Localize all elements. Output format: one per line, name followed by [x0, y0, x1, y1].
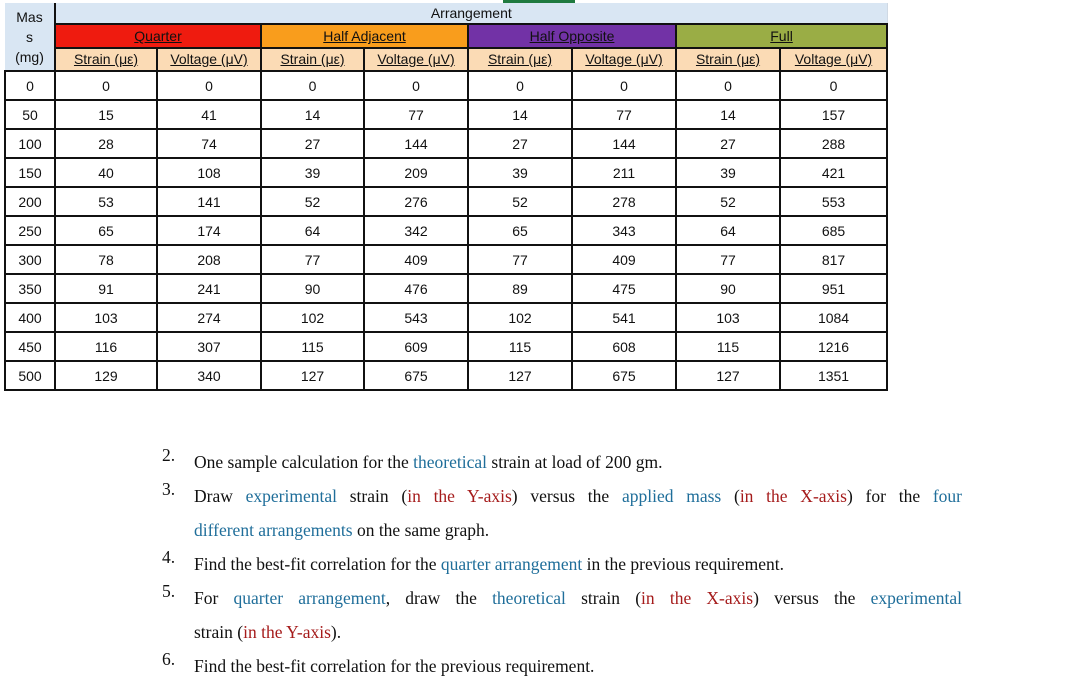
instruction-number: 4. — [162, 547, 176, 567]
table-row — [5, 187, 887, 216]
text-segment: in the previous requirement. — [582, 554, 784, 574]
table-row — [5, 274, 887, 303]
strain-cell: 115 — [468, 332, 572, 361]
table-row — [5, 216, 887, 245]
voltage-cell: 1351 — [780, 361, 887, 390]
text-segment: ( — [721, 486, 740, 506]
text-segment: Find the best-fit correlation for the — [194, 554, 441, 574]
strain-cell: 115 — [261, 332, 364, 361]
mass-column-header — [5, 3, 55, 71]
voltage-cell: 476 — [364, 274, 468, 303]
strain-column-header: Strain (με) — [468, 48, 572, 71]
text-segment: ) versus the — [511, 486, 622, 506]
instruction-line — [194, 547, 962, 581]
strain-cell: 64 — [676, 216, 780, 245]
voltage-cell: 241 — [157, 274, 261, 303]
strain-cell: 0 — [676, 71, 780, 100]
strain-cell: 77 — [261, 245, 364, 274]
strain-cell: 115 — [676, 332, 780, 361]
instruction-item — [162, 479, 962, 547]
voltage-cell: 208 — [157, 245, 261, 274]
text-segment: strain ( — [565, 588, 642, 608]
text-segment: strain ( — [194, 622, 244, 642]
instruction-item — [162, 581, 962, 649]
voltage-cell: 144 — [364, 129, 468, 158]
strain-cell: 89 — [468, 274, 572, 303]
group-header-half-adjacent: Half Adjacent — [261, 24, 468, 48]
voltage-cell: 174 — [157, 216, 261, 245]
instruction-line — [194, 513, 962, 547]
strain-cell: 0 — [55, 71, 157, 100]
strain-cell: 39 — [261, 158, 364, 187]
voltage-cell: 0 — [157, 71, 261, 100]
instruction-line — [194, 581, 962, 615]
voltage-cell: 288 — [780, 129, 887, 158]
voltage-cell: 817 — [780, 245, 887, 274]
strain-column-header: Strain (με) — [261, 48, 364, 71]
mass-cell: 50 — [5, 100, 55, 129]
strain-cell: 52 — [261, 187, 364, 216]
mass-cell: 150 — [5, 158, 55, 187]
strain-cell: 52 — [676, 187, 780, 216]
strain-cell: 102 — [468, 303, 572, 332]
instruction-number: 5. — [162, 581, 176, 601]
strain-cell: 14 — [261, 100, 364, 129]
voltage-cell: 541 — [572, 303, 676, 332]
strain-cell: 39 — [468, 158, 572, 187]
voltage-cell: 0 — [780, 71, 887, 100]
mass-cell: 500 — [5, 361, 55, 390]
strain-cell: 65 — [55, 216, 157, 245]
highlighted-text: quarter arrangement — [233, 588, 386, 608]
table-row — [5, 303, 887, 332]
voltage-cell: 342 — [364, 216, 468, 245]
highlighted-text: in the X-axis — [641, 588, 754, 608]
voltage-cell: 553 — [780, 187, 887, 216]
voltage-column-header: Voltage (μV) — [780, 48, 887, 71]
voltage-cell: 0 — [572, 71, 676, 100]
highlighted-text: four — [932, 486, 962, 506]
instruction-number: 6. — [162, 649, 176, 669]
voltage-cell: 685 — [780, 216, 887, 245]
strain-cell: 52 — [468, 187, 572, 216]
text-segment: strain at load of 200 gm. — [487, 452, 663, 472]
strain-cell: 14 — [676, 100, 780, 129]
strain-column-header: Strain (με) — [676, 48, 780, 71]
mass-header-line: Mas — [16, 8, 43, 25]
highlighted-text: different arrangements — [194, 520, 353, 540]
strain-cell: 15 — [55, 100, 157, 129]
table-row — [5, 100, 887, 129]
text-segment: Find the best-fit correlation for the previous requirement. — [194, 656, 595, 676]
strain-cell: 91 — [55, 274, 157, 303]
mass-cell: 350 — [5, 274, 55, 303]
highlighted-text: in the Y-axis — [407, 486, 512, 506]
text-segment: For — [194, 588, 234, 608]
voltage-column-header: Voltage (μV) — [364, 48, 468, 71]
voltage-cell: 276 — [364, 187, 468, 216]
highlighted-text: theoretical — [413, 452, 488, 472]
voltage-cell: 278 — [572, 187, 676, 216]
strain-cell: 77 — [676, 245, 780, 274]
voltage-cell: 141 — [157, 187, 261, 216]
text-segment: , draw the — [385, 588, 493, 608]
mass-cell: 300 — [5, 245, 55, 274]
instruction-item — [162, 547, 962, 581]
instruction-line — [194, 615, 962, 649]
voltage-cell: 609 — [364, 332, 468, 361]
group-header-full: Full — [676, 24, 887, 48]
voltage-cell: 543 — [364, 303, 468, 332]
table-row — [5, 361, 887, 390]
voltage-cell: 608 — [572, 332, 676, 361]
instruction-line — [194, 649, 962, 683]
highlighted-text: in the Y-axis — [243, 622, 331, 642]
voltage-cell: 307 — [157, 332, 261, 361]
highlighted-text: quarter arrangement — [440, 554, 583, 574]
voltage-column-header: Voltage (μV) — [572, 48, 676, 71]
mass-cell: 100 — [5, 129, 55, 158]
mass-cell: 400 — [5, 303, 55, 332]
strain-cell: 27 — [261, 129, 364, 158]
group-header-half-opposite: Half Opposite — [468, 24, 676, 48]
table-row — [5, 332, 887, 361]
voltage-cell: 421 — [780, 158, 887, 187]
voltage-cell: 675 — [572, 361, 676, 390]
voltage-cell: 475 — [572, 274, 676, 303]
strain-cell: 90 — [261, 274, 364, 303]
voltage-cell: 1084 — [780, 303, 887, 332]
strain-cell: 127 — [261, 361, 364, 390]
strain-cell: 53 — [55, 187, 157, 216]
mass-cell: 0 — [5, 71, 55, 100]
highlighted-text: experimental — [870, 588, 962, 608]
strain-cell: 0 — [261, 71, 364, 100]
voltage-cell: 0 — [364, 71, 468, 100]
voltage-cell: 77 — [572, 100, 676, 129]
text-segment: on the same graph. — [352, 520, 490, 540]
strain-voltage-table — [4, 3, 888, 391]
text-segment: ) for the — [846, 486, 933, 506]
strain-cell: 129 — [55, 361, 157, 390]
mass-header-line: (mg) — [15, 48, 44, 65]
highlighted-text: applied mass — [621, 486, 722, 506]
voltage-cell: 409 — [364, 245, 468, 274]
text-segment: strain ( — [336, 486, 408, 506]
strain-cell: 127 — [676, 361, 780, 390]
strain-cell: 103 — [55, 303, 157, 332]
instruction-line — [194, 445, 962, 479]
instructions-list — [162, 445, 962, 683]
instruction-number: 2. — [162, 445, 176, 465]
strain-cell: 90 — [676, 274, 780, 303]
text-segment: ). — [330, 622, 342, 642]
voltage-cell: 211 — [572, 158, 676, 187]
highlighted-text: experimental — [245, 486, 337, 506]
strain-cell: 127 — [468, 361, 572, 390]
strain-cell: 27 — [676, 129, 780, 158]
voltage-cell: 409 — [572, 245, 676, 274]
strain-cell: 116 — [55, 332, 157, 361]
voltage-cell: 144 — [572, 129, 676, 158]
mass-cell: 200 — [5, 187, 55, 216]
voltage-cell: 675 — [364, 361, 468, 390]
instruction-item — [162, 445, 962, 479]
strain-cell: 28 — [55, 129, 157, 158]
mass-cell: 450 — [5, 332, 55, 361]
group-header-quarter: Quarter — [55, 24, 261, 48]
strain-cell: 14 — [468, 100, 572, 129]
table-row — [5, 71, 887, 100]
voltage-cell: 108 — [157, 158, 261, 187]
table-row — [5, 158, 887, 187]
strain-cell: 64 — [261, 216, 364, 245]
text-segment: Draw — [194, 486, 246, 506]
text-segment: One sample calculation for the — [194, 452, 414, 472]
voltage-column-header: Voltage (μV) — [157, 48, 261, 71]
text-segment: ) versus the — [753, 588, 871, 608]
voltage-cell: 74 — [157, 129, 261, 158]
voltage-cell: 343 — [572, 216, 676, 245]
table-row — [5, 245, 887, 274]
mass-cell: 250 — [5, 216, 55, 245]
voltage-cell: 77 — [364, 100, 468, 129]
highlighted-text: in the X-axis — [739, 486, 847, 506]
strain-cell: 27 — [468, 129, 572, 158]
strain-cell: 102 — [261, 303, 364, 332]
strain-column-header: Strain (με) — [55, 48, 157, 71]
instruction-line — [194, 479, 962, 513]
voltage-cell: 157 — [780, 100, 887, 129]
voltage-cell: 951 — [780, 274, 887, 303]
strain-cell: 65 — [468, 216, 572, 245]
instruction-number: 3. — [162, 479, 176, 499]
strain-cell: 77 — [468, 245, 572, 274]
table-row — [5, 129, 887, 158]
strain-cell: 103 — [676, 303, 780, 332]
strain-cell: 78 — [55, 245, 157, 274]
mass-header-line: s — [26, 28, 33, 45]
strain-cell: 0 — [468, 71, 572, 100]
strain-cell: 39 — [676, 158, 780, 187]
arrangement-header: Arrangement — [55, 3, 887, 24]
highlighted-text: theoretical — [492, 588, 566, 608]
strain-cell: 40 — [55, 158, 157, 187]
voltage-cell: 340 — [157, 361, 261, 390]
voltage-cell: 209 — [364, 158, 468, 187]
voltage-cell: 274 — [157, 303, 261, 332]
instruction-item — [162, 649, 962, 683]
voltage-cell: 1216 — [780, 332, 887, 361]
voltage-cell: 41 — [157, 100, 261, 129]
